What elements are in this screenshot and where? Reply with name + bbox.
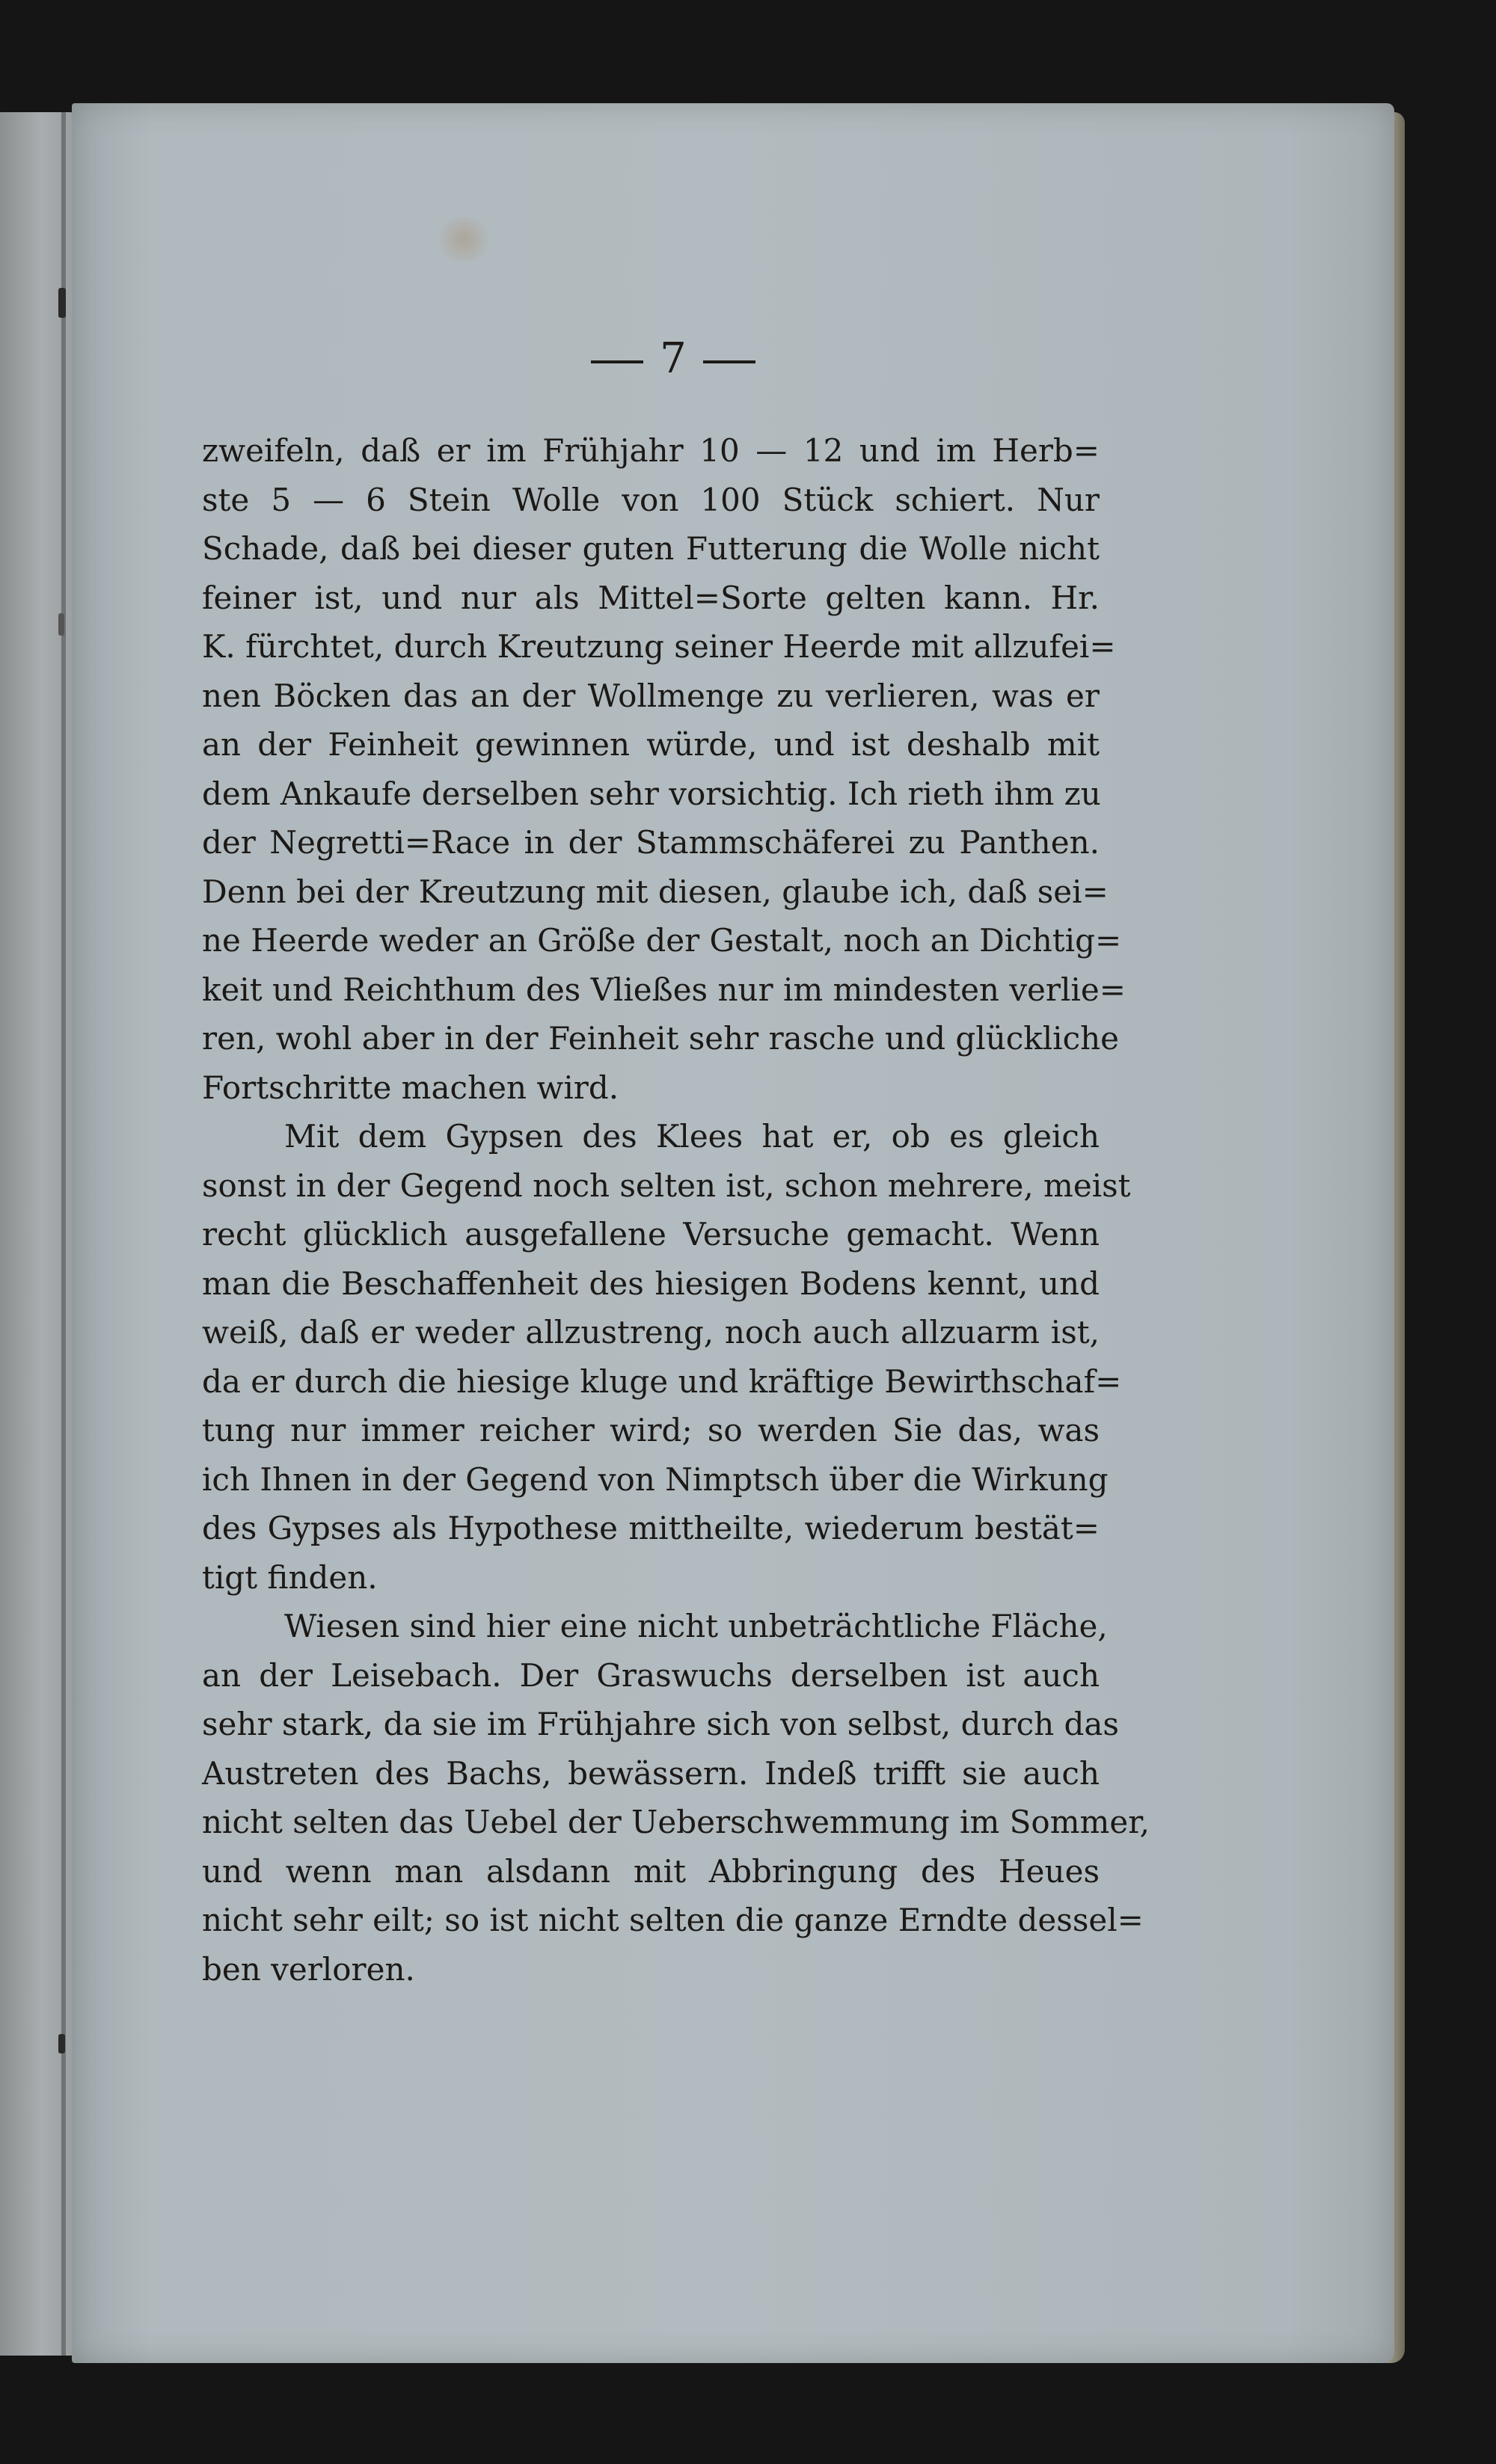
text-line: weiß, daß er weder allzustreng, noch auch allzuarm ist, — [202, 1314, 1100, 1351]
paragraph-start: Wiesen sind hier eine nicht unbeträchtliche Fläche, — [284, 1608, 1108, 1644]
text-line: Fortschritte machen wird. — [202, 1069, 619, 1106]
text-line: ben verloren. — [202, 1950, 415, 1988]
text-line: nicht sehr eilt; so ist nicht selten die ganze Erndte dessel= — [202, 1902, 1144, 1938]
body-text — [202, 426, 1150, 1994]
text-line: der Negretti=Race in der Stammschäferei zu Panthen. — [202, 824, 1100, 861]
gutter-blot — [58, 613, 64, 636]
page-number: 7 — [660, 334, 687, 383]
text-line: nen Böcken das an der Wollmenge zu verlieren, was er — [202, 677, 1100, 714]
book-gutter — [61, 112, 66, 2356]
text-line: feiner ist, und nur als Mittel=Sorte gelten kann. Hr. — [202, 579, 1100, 616]
text-line: tigt finden. — [202, 1558, 378, 1596]
header-dash-right — [703, 360, 755, 363]
text-line: nicht selten das Uebel der Ueberschwemmung im Sommer, — [202, 1804, 1150, 1840]
text-line: sehr stark, da sie im Frühjahre sich von selbst, durch das — [202, 1706, 1119, 1742]
gutter-blot — [58, 288, 66, 318]
text-line: man die Beschaffenheit des hiesigen Bodens kennt, und — [202, 1265, 1100, 1302]
header-dash-left — [591, 360, 643, 363]
text-line: Austreten des Bachs, bewässern. Indeß trifft sie auch — [202, 1754, 1100, 1792]
page-header — [524, 329, 823, 389]
text-line: ich Ihnen in der Gegend von Nimptsch über die Wirkung — [202, 1460, 1109, 1498]
gutter-blot — [58, 2034, 65, 2053]
text-line: ren, wohl aber in der Feinheit sehr rasche und glückliche — [202, 1020, 1120, 1057]
text-line: Denn bei der Kreutzung mit diesen, glaube ich, daß sei= — [202, 873, 1109, 910]
text-line: dem Ankaufe derselben sehr vorsichtig. Ich rieth ihm zu — [202, 775, 1101, 812]
text-line: keit und Reichthum des Vließes nur im mindesten verlie= — [202, 971, 1126, 1008]
text-line: des Gypses als Hypothese mittheilte, wiederum bestät= — [202, 1510, 1100, 1546]
text-line: da er durch die hiesige kluge und kräftige Bewirthschaf= — [202, 1362, 1122, 1400]
text-line: sonst in der Gegend noch selten ist, schon mehrere, meist — [202, 1167, 1131, 1204]
text-line: ne Heerde weder an Größe der Gestalt, noch an Dichtig= — [202, 922, 1122, 959]
text-line: K. fürchtet, durch Kreutzung seiner Heerde mit allzufei= — [202, 628, 1116, 665]
paper-stain — [434, 217, 494, 262]
text-line: und wenn man alsdann mit Abbringung des Heues — [202, 1852, 1100, 1890]
text-line: recht glücklich ausgefallene Versuche gemacht. Wenn — [202, 1216, 1100, 1253]
text-line: Schade, daß bei dieser guten Futterung die Wolle nicht — [202, 530, 1100, 567]
text-line: an der Feinheit gewinnen würde, und ist deshalb mit — [202, 726, 1100, 763]
text-line: an der Leisebach. Der Graswuchs derselben ist auch — [202, 1656, 1100, 1694]
text-line: tung nur immer reicher wird; so werden Sie das, was — [202, 1412, 1100, 1448]
paragraph-start: Mit dem Gypsen des Klees hat er, ob es gleich — [284, 1118, 1100, 1155]
text-line: zweifeln, daß er im Frühjahr 10 — 12 und im Herb= — [202, 432, 1100, 469]
text-line: ste 5 — 6 Stein Wolle von 100 Stück schiert. Nur — [202, 481, 1100, 518]
